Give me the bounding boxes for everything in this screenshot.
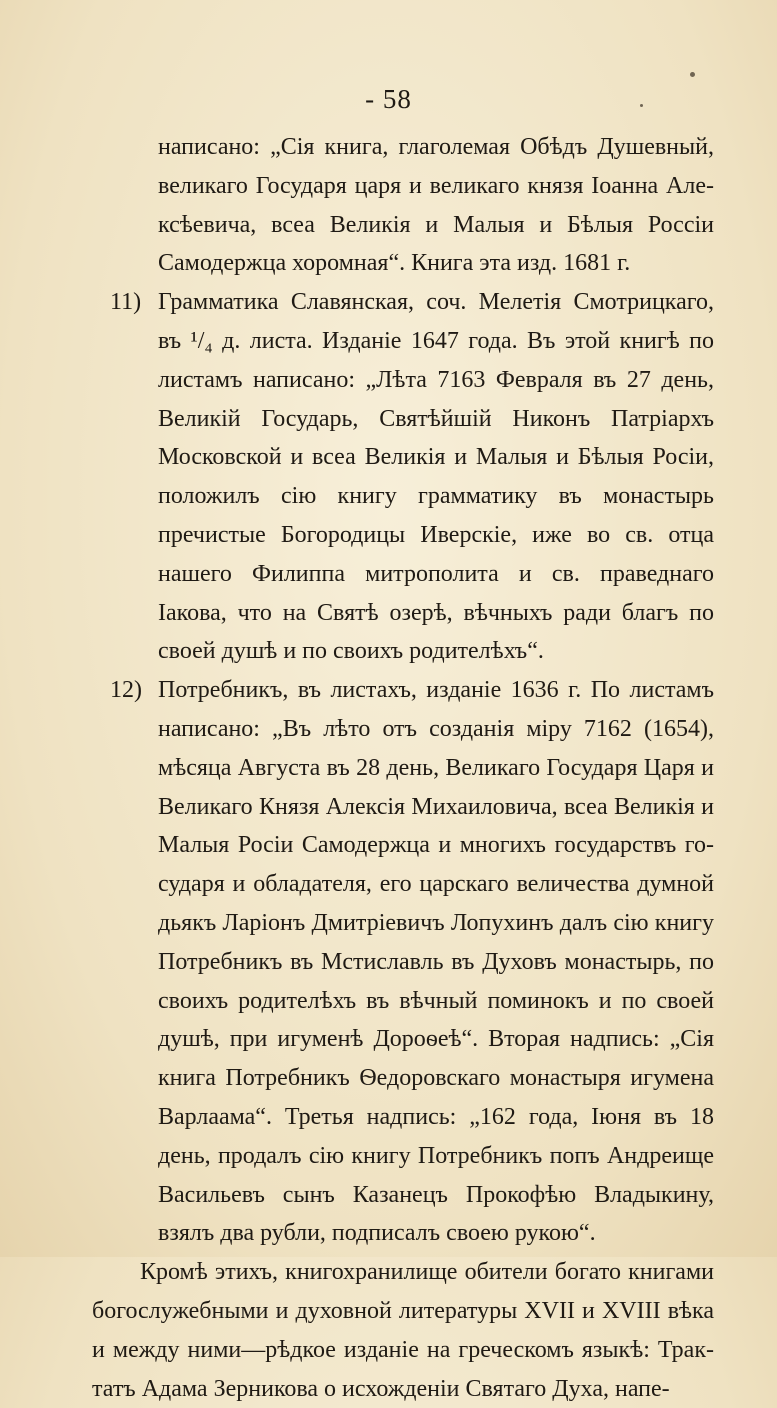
continuation-paragraph: написано: „Сія книга, глаголемая Обѣдъ Душевный, великаго Государя царя и великаго князя Іоанна Алексѣевича, всеа Великія и Малыя и Бѣлыя Россіи Самодержца хоромная“. Книга эта изд. 1681 г. xyxy=(158,134,714,277)
closing-paragraph: Кромѣ этихъ, книгохранилище обители богато книгами богослужебными и духовной литературы XVII и XVIII вѣка и между ними—рѣдкое изданіе на греческомъ языкѣ: Трактатъ Адама Зерникова о исхожденіи Святаго Духа, напе- xyxy=(92,1259,714,1402)
item-text: Потребникъ, въ листахъ, изданіе 1636 г. По листамъ написано: „Въ лѣто отъ созданія міру 7162 (1654), мѣсяца Августа въ 28 день, Великаго Государя Царя и Великаго Князя Алексія Михаиловича, всеа Великія и Малыя Росіи Самодержца и многихъ государствъ государя и обладателя, его царскаго величества думной дьякъ Ларіонъ Дмитріевичъ Лопухинъ далъ сію книгу Потребникъ въ Мстиславль въ Духовъ монастырь, по своихъ родителѣхъ въ вѣчный поминокъ и по своей душѣ, при игуменѣ Дороѳеѣ“. Вторая надпись: „Сія книга Потребникъ Ѳедоровскаго монастыря игумена Варлаама“. Третья надпись: „162 года, Іюня въ 18 день, продалъ сію книгу Потребникъ попъ Андреище Васильевъ сынъ Казанецъ Прокофѣю Владыкину, взялъ два рубли, подписалъ своею рукою“. xyxy=(158,677,714,1247)
item-number: 12) xyxy=(110,677,142,704)
item-number: 11) xyxy=(110,289,142,316)
list-item xyxy=(110,671,714,1253)
page-number: - 58 xyxy=(365,84,412,114)
ink-speck xyxy=(640,104,643,107)
page-text xyxy=(92,128,714,1408)
ink-speck xyxy=(690,72,695,77)
list-item xyxy=(110,283,714,671)
item-text: Грамматика Славянская, соч. Мелетія Смотрицкаго, въ ¹/₄ д. листа. Изданіе 1647 года. Въ этой книгѣ по листамъ написано: „Лѣта 7163 Февраля въ 27 день, Великій Государь, Святѣйшій Никонъ Патріархъ Московской и всеа Великія и Малыя и Бѣлыя Росіи, положилъ сію книгу грамматику въ монастырь пречистые Богородицы Иверскіе, иже во св. отца нашего Филиппа митрополита и св. праведнаго Іакова, что на Святѣ озерѣ, вѣчныхъ ради благъ по своей душѣ и по своихъ родителѣхъ“. xyxy=(158,289,714,665)
